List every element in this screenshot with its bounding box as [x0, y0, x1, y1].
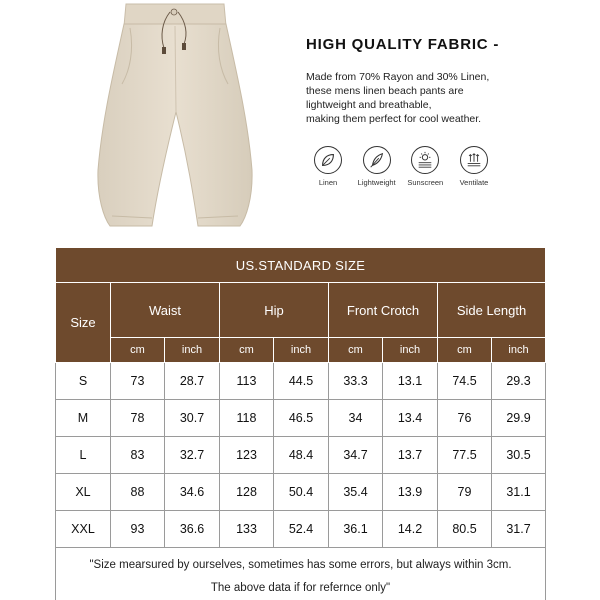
- table-cell: 31.7: [492, 511, 546, 548]
- leaf-icon: [314, 146, 342, 174]
- fabric-description-line: lightweight and breathable,: [306, 99, 432, 111]
- table-cell: 36.1: [329, 511, 383, 548]
- table-cell: 13.7: [383, 437, 438, 474]
- table-cell: 31.1: [492, 474, 546, 511]
- table-cell: 77.5: [438, 437, 492, 474]
- table-cell: 78: [111, 400, 165, 437]
- linen-pants-illustration: [90, 0, 260, 230]
- feature-linen: [306, 146, 350, 187]
- table-cell: 34.6: [165, 474, 220, 511]
- feature-lightweight: [355, 146, 399, 187]
- feather-icon: [363, 146, 391, 174]
- fabric-title: HIGH QUALITY FABRIC -: [306, 36, 500, 53]
- table-cell: 33.3: [329, 363, 383, 400]
- table-cell: 113: [220, 363, 274, 400]
- table-cell: 80.5: [438, 511, 492, 548]
- table-cell: 76: [438, 400, 492, 437]
- table-row: [56, 437, 546, 474]
- group-header-hip: Hip: [220, 283, 329, 338]
- table-cell: 123: [220, 437, 274, 474]
- fabric-description-line: Made from 70% Rayon and 30% Linen,: [306, 71, 490, 83]
- table-cell: 34: [329, 400, 383, 437]
- feature-ventilate: [452, 146, 496, 187]
- size-column-header: Size: [56, 283, 111, 363]
- group-header-front-crotch: Front Crotch: [329, 283, 438, 338]
- table-cell: 29.3: [492, 363, 546, 400]
- airflow-icon: [460, 146, 488, 174]
- unit-header-inch: inch: [492, 338, 546, 363]
- sun-icon: [411, 146, 439, 174]
- table-cell: 88: [111, 474, 165, 511]
- size-cell: XXL: [56, 511, 111, 548]
- table-cell: 14.2: [383, 511, 438, 548]
- table-cell: 118: [220, 400, 274, 437]
- table-cell: 79: [438, 474, 492, 511]
- table-cell: 50.4: [274, 474, 329, 511]
- unit-header-cm: cm: [438, 338, 492, 363]
- size-cell: L: [56, 437, 111, 474]
- fabric-description-line: these mens linen beach pants are: [306, 85, 464, 97]
- unit-header-inch: inch: [274, 338, 329, 363]
- table-cell: 73: [111, 363, 165, 400]
- table-cell: 29.9: [492, 400, 546, 437]
- table-cell: 133: [220, 511, 274, 548]
- feature-label: Sunscreen: [407, 178, 444, 187]
- table-row: [56, 400, 546, 437]
- table-cell: 35.4: [329, 474, 383, 511]
- feature-sunscreen: [403, 146, 447, 187]
- table-cell: 93: [111, 511, 165, 548]
- table-cell: 13.9: [383, 474, 438, 511]
- table-cell: 13.1: [383, 363, 438, 400]
- unit-header-inch: inch: [383, 338, 438, 363]
- feature-list: [306, 146, 496, 187]
- product-image: [90, 0, 260, 230]
- note-line: The above data if for refernce only": [210, 582, 391, 594]
- feature-label: Linen: [318, 178, 338, 187]
- table-cell: 52.4: [274, 511, 329, 548]
- table-row: [56, 363, 546, 400]
- table-row: [56, 474, 546, 511]
- table-cell: 46.5: [274, 400, 329, 437]
- unit-header-cm: cm: [220, 338, 274, 363]
- table-cell: 32.7: [165, 437, 220, 474]
- table-cell: 28.7: [165, 363, 220, 400]
- size-cell: XL: [56, 474, 111, 511]
- table-cell: 83: [111, 437, 165, 474]
- table-note-row: [56, 548, 546, 600]
- table-note: [56, 548, 546, 600]
- table-cell: 30.5: [492, 437, 546, 474]
- table-row: [56, 511, 546, 548]
- feature-label: Ventilate: [459, 178, 489, 187]
- table-cell: 74.5: [438, 363, 492, 400]
- group-header-waist: Waist: [111, 283, 220, 338]
- unit-header-cm: cm: [329, 338, 383, 363]
- size-cell: M: [56, 400, 111, 437]
- table-cell: 34.7: [329, 437, 383, 474]
- table-cell: 44.5: [274, 363, 329, 400]
- table-cell: 48.4: [274, 437, 329, 474]
- table-title: US.STANDARD SIZE: [56, 248, 546, 283]
- table-cell: 30.7: [165, 400, 220, 437]
- size-chart-table: [55, 247, 546, 600]
- unit-header-inch: inch: [165, 338, 220, 363]
- table-cell: 36.6: [165, 511, 220, 548]
- fabric-description-line: making them perfect for cool weather.: [306, 113, 482, 125]
- fabric-description: [306, 70, 556, 126]
- group-header-side-length: Side Length: [438, 283, 546, 338]
- table-cell: 128: [220, 474, 274, 511]
- size-cell: S: [56, 363, 111, 400]
- unit-header-cm: cm: [111, 338, 165, 363]
- note-line: "Size mearsured by ourselves, sometimes has some errors, but always within 3cm.: [89, 559, 512, 571]
- feature-label: Lightweight: [357, 178, 396, 187]
- table-cell: 13.4: [383, 400, 438, 437]
